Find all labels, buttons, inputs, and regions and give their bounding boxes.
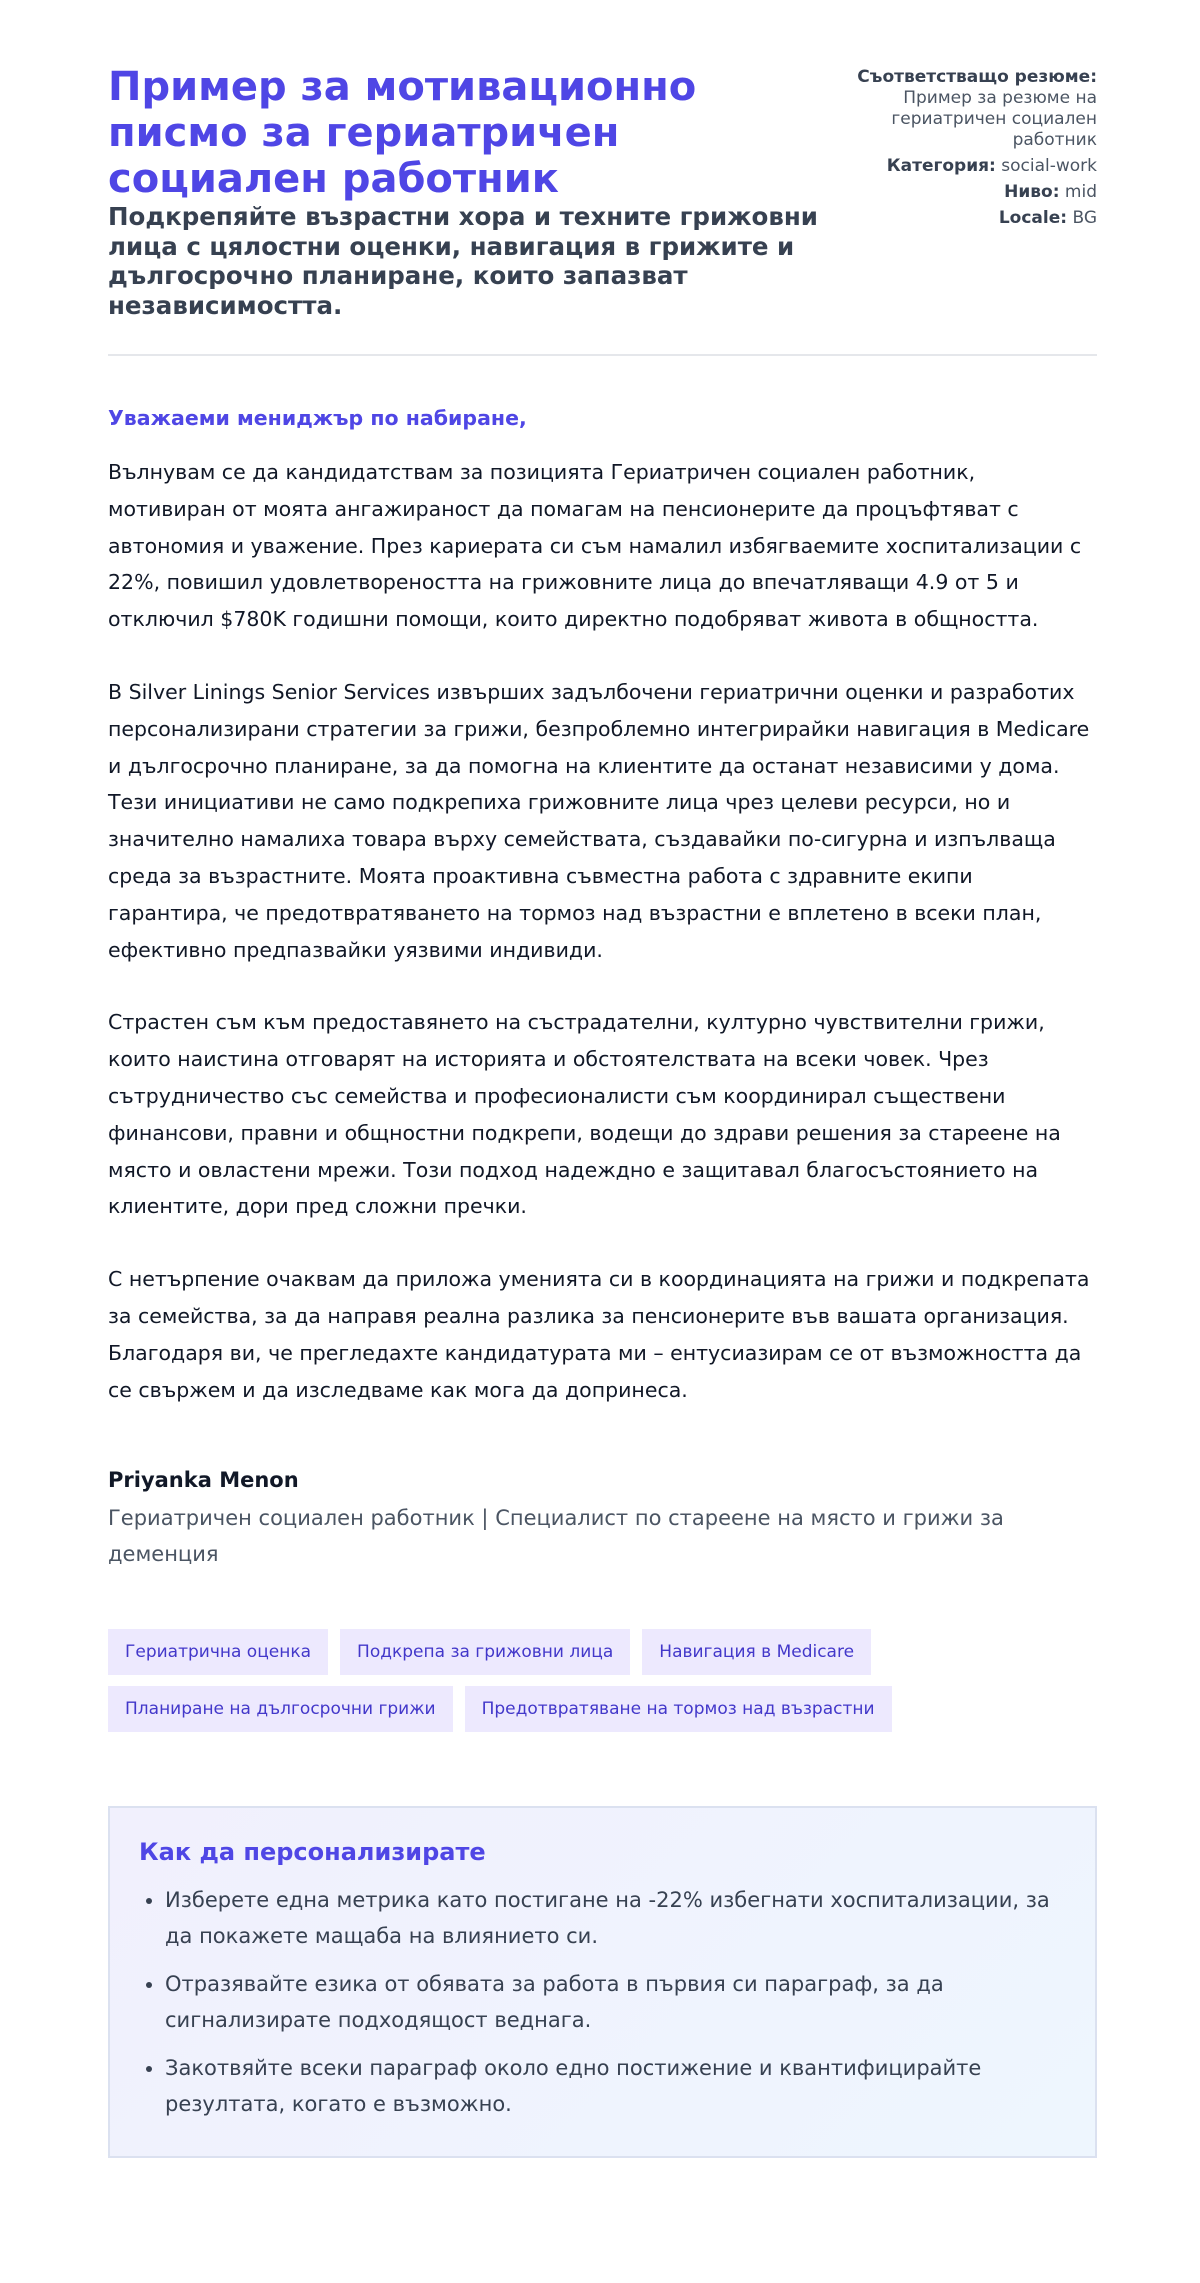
tips-box (108, 1806, 1097, 2158)
meta-category: Категория: social-work (886, 156, 1097, 176)
meta-locale: Locale: BG (998, 208, 1097, 228)
letter-body (108, 454, 1097, 1408)
tag-list (108, 1629, 1008, 1732)
tag: Гериатрична оценка (108, 1629, 328, 1675)
tag: Планиране на дългосрочни грижи (108, 1686, 453, 1732)
tag: Подкрепа за грижовни лица (340, 1629, 630, 1675)
paragraph: С нетърпение очаквам да приложа уменията си в координацията на грижи и подкрепата за семейства, за да направя реална разлика за пенсионерите във вашата организация. Благодаря ви, че прегледахте кандидатурата ми – ентусиазирам се от възможността да се свържем и да изследваме как мога да допринеса. (108, 1267, 1090, 1402)
greeting: Уважаеми мениджър по набиране, (108, 406, 527, 430)
meta-panel (857, 67, 1097, 234)
page-title: Пример за мотивационно писмо за гериатричен социален работник (108, 64, 697, 202)
header (108, 64, 1097, 320)
divider (108, 354, 1097, 356)
tag: Предотвратяване на тормоз над възрастни (465, 1686, 892, 1732)
title-block (108, 64, 828, 320)
page-subtitle: Подкрепяйте възрастни хора и техните грижовни лица с цялостни оценки, навигация в грижите и дългосрочно планиране, които запазват независимостта. (108, 202, 818, 320)
paragraph: Вълнувам се да кандидатствам за позицията Гериатричен социален работник, мотивиран от моята ангажираност да помагам на пенсионерите да процъфтяват с автономия и уважение. През кариерата си съм намалил избягваемите хоспитализации с 22%, повишил удовлетвореността на грижовните лица до впечатляващи 4.9 от 5 и отключил $780K годишни помощи, които директно подобряват живота в общността. (108, 460, 1082, 632)
paragraph: Страстен съм към предоставянето на състрадателни, културно чувствителни грижи, които наистина отговарят на историята и обстоятелствата на всеки човек. Чрез сътрудничество със семейства и професионалисти съм координирал съществени финансови, правни и общностни подкрепи, водещи до здрави решения за стареене на място и овластени мрежи. Този подход надеждно е защитавал благосъстоянието на клиентите, дори пред сложни пречки. (108, 1010, 1061, 1219)
tips-list (139, 1882, 1065, 2122)
tips-title: Как да персонализирате (139, 1838, 486, 1867)
tag: Навигация в Medicare (642, 1629, 871, 1675)
paragraph: В Silver Linings Senior Services извърших задълбочени гериатрични оценки и разработих персонализирани стратегии за грижи, безпроблемно интегрирайки навигация в Medicare и дългосрочно планиране, за да помогна на клиентите да останат независими у дома. Тези инициативи не само подкрепиха грижовните лица чрез целеви ресурси, но и значително намалиха товара върху семействата, създавайки по-сигурна и изпълваща среда за възрастните. Моята проактивна съвместна работа с здравните екипи гарантира, че предотвратяването на тормоз над възрастни е вплетено в всеки план, ефективно предпазвайки уязвими индивиди. (108, 679, 1090, 962)
tip-item: • Закотвяйте всеки параграф около едно постижение и квантифицирайте резултата, когато е възможно. (165, 2050, 1065, 2122)
signature-name: Priyanka Menon (108, 1468, 299, 1493)
signature-title: Гериатричен социален работник | Специалист по стареене на място и грижи за деменция (108, 1506, 1004, 1567)
meta-resume-link[interactable]: Пример за резюме на гериатричен социален работник (891, 88, 1097, 150)
meta-resume: Съответстващо резюме: Пример за резюме на гериатричен социален работник (857, 67, 1097, 150)
tip-item: • Отразявайте езика от обявата за работа в първия си параграф, за да сигнализирате подходящост веднага. (165, 1966, 1065, 2038)
tip-item: • Изберете една метрика като постигане на -22% избегнати хоспитализации, за да покажете мащаба на влиянието си. (165, 1882, 1065, 1954)
meta-level: Ниво: mid (1004, 182, 1097, 202)
